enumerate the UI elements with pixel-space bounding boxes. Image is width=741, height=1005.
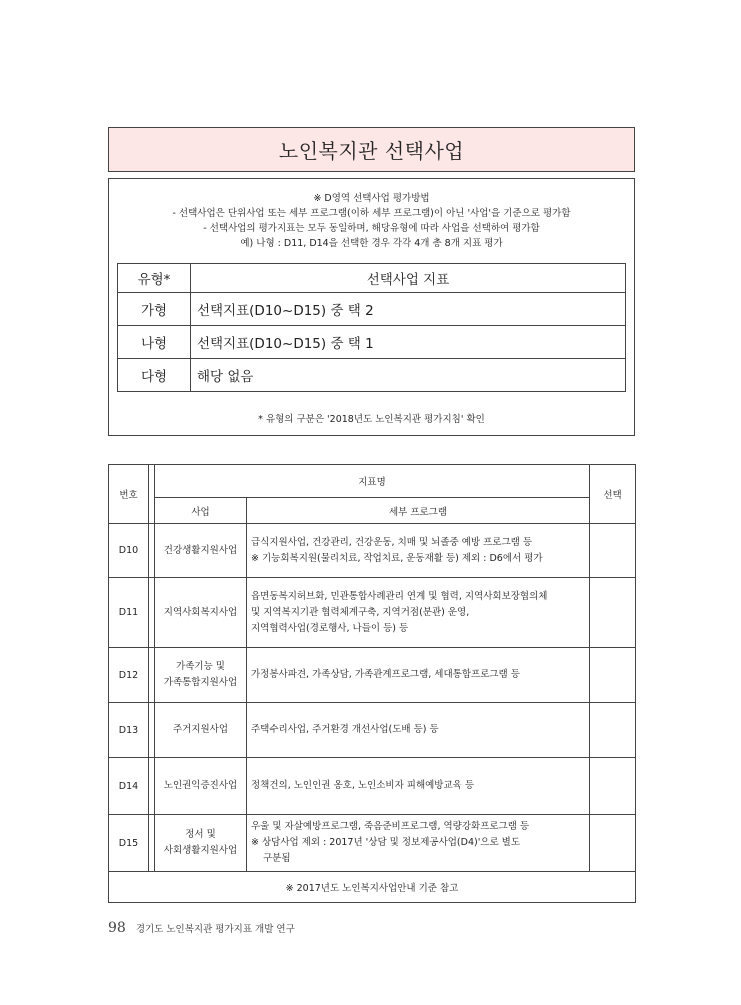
indicator-code: D14	[109, 758, 149, 815]
evaluation-method-box	[108, 178, 635, 436]
program-cell: 주택수리사업, 주거환경 개선사업(도배 등) 등	[247, 703, 590, 758]
page-title: 노인복지관 선택사업	[108, 127, 635, 172]
indicator-header-row	[109, 465, 636, 498]
method-line: - 선택사업의 평가지표는 모두 동일하며, 해당유형에 따라 사업을 선택하여 평가함	[203, 223, 540, 234]
business-header: 사업	[155, 498, 247, 524]
indicator-code: D12	[109, 648, 149, 703]
page-number: 98	[108, 920, 126, 936]
indicator-note: ※ 2017년도 노인복지사업안내 기준 참고	[109, 872, 636, 903]
business-cell: 정서 및 사회생활지원사업	[155, 815, 247, 872]
type-cell: 가형	[118, 293, 191, 326]
select-header: 선택	[590, 465, 636, 524]
type-table	[117, 263, 626, 392]
indicator-code: D11	[109, 578, 149, 648]
indicator-code: D13	[109, 703, 149, 758]
select-cell	[590, 578, 636, 648]
type-header: 유형*	[118, 264, 191, 293]
table-row	[109, 578, 636, 648]
indicator-table	[108, 464, 636, 903]
program-cell: 급식지원사업, 건강관리, 건강운동, 치매 및 뇌졸중 예방 프로그램 등 ※ 기능회복지원(물리치료, 작업치료, 운동재활 등) 제외 : D6에서 평가	[247, 524, 590, 578]
business-cell: 지역사회복지사업	[155, 578, 247, 648]
type-row	[118, 326, 626, 359]
document-title: 경기도 노인복지관 평가지표 개발 연구	[135, 924, 295, 935]
business-cell: 건강생활지원사업	[155, 524, 247, 578]
type-row	[118, 293, 626, 326]
method-text	[109, 191, 634, 251]
number-header: 번호	[109, 465, 149, 524]
type-cell: 나형	[118, 326, 191, 359]
type-row	[118, 359, 626, 392]
table-row	[109, 815, 636, 872]
indicator-cell: 해당 없음	[191, 359, 626, 392]
method-heading: ※ D영역 선택사업 평가방법	[313, 193, 430, 204]
select-cell	[590, 648, 636, 703]
indicator-note-row	[109, 872, 636, 903]
table-row	[109, 703, 636, 758]
indicator-code: D15	[109, 815, 149, 872]
table-row	[109, 524, 636, 578]
type-note: * 유형의 구분은 '2018년도 노인복지관 평가지침' 확인	[258, 414, 485, 425]
indicator-cell: 선택지표(D10~D15) 중 택 2	[191, 293, 626, 326]
select-cell	[590, 703, 636, 758]
business-cell: 주거지원사업	[155, 703, 247, 758]
program-cell: 읍면동복지허브화, 민관통합사례관리 연계 및 협력, 지역사회보장협의체 및 지역복지기관 협력체계구축, 지역거점(분관) 운영, 지역협력사업(경로행사, 나들이 등) 등	[247, 578, 590, 648]
program-cell: 정책건의, 노인인권 옹호, 노인소비자 피해예방교육 등	[247, 758, 590, 815]
program-header: 세부 프로그램	[247, 498, 590, 524]
type-cell: 다형	[118, 359, 191, 392]
indicator-subheader-row	[109, 498, 636, 524]
indicator-header: 선택사업 지표	[191, 264, 626, 293]
program-cell: 우울 및 자살예방프로그램, 죽음준비프로그램, 역량강화프로그램 등 ※ 상담사업 제외 : 2017년 '상담 및 정보제공사업(D4)'으로 별도 구분됨	[247, 815, 590, 872]
business-cell: 노인권익증진사업	[155, 758, 247, 815]
select-cell	[590, 758, 636, 815]
program-cell: 가정봉사파견, 가족상담, 가족관계프로그램, 세대통합프로그램 등	[247, 648, 590, 703]
table-row	[109, 648, 636, 703]
page-footer	[108, 920, 295, 936]
method-line: 예) 나형 : D11, D14을 선택한 경우 각각 4개 총 8개 지표 평가	[240, 238, 503, 249]
table-row	[109, 758, 636, 815]
indicator-cell: 선택지표(D10~D15) 중 택 1	[191, 326, 626, 359]
type-table-header	[118, 264, 626, 293]
business-cell: 가족기능 및 가족통합지원사업	[155, 648, 247, 703]
method-line: - 선택사업은 단위사업 또는 세부 프로그램(이하 세부 프로그램)이 아닌 '사업'을 기준으로 평가함	[172, 208, 571, 219]
indicator-name-header: 지표명	[155, 465, 590, 498]
select-cell	[590, 524, 636, 578]
indicator-code: D10	[109, 524, 149, 578]
select-cell	[590, 815, 636, 872]
